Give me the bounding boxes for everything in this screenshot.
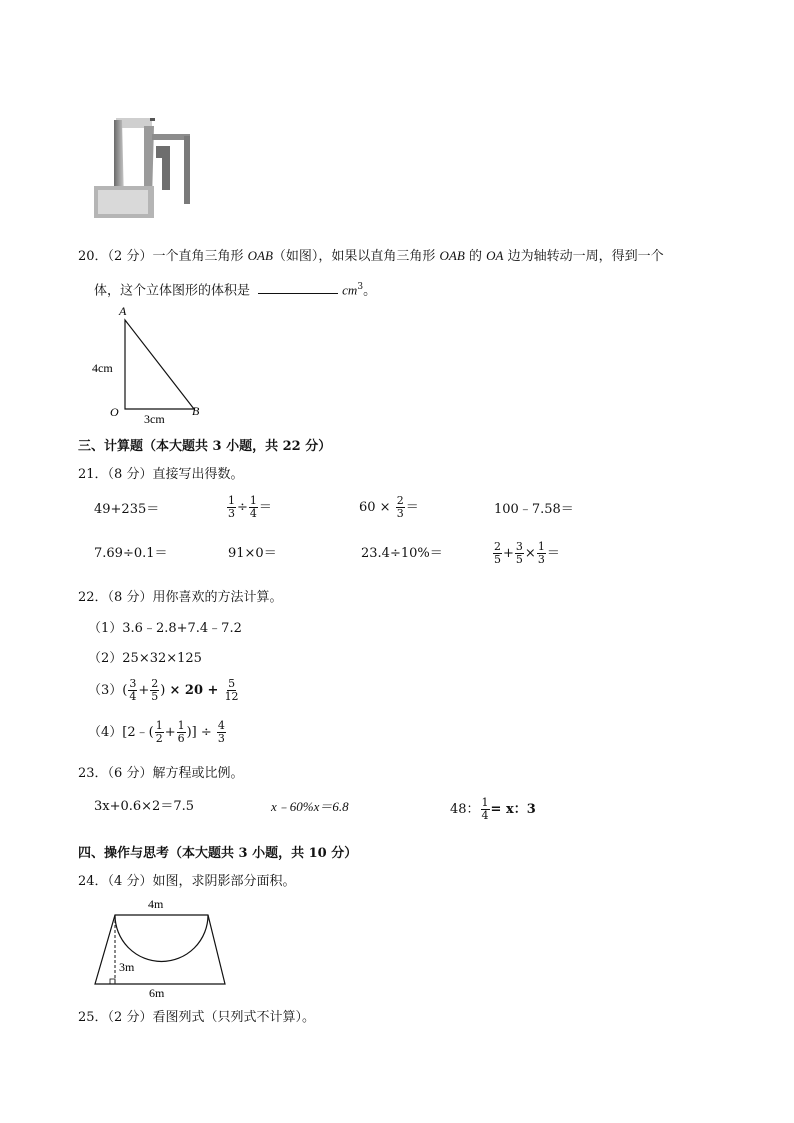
q22-part1: （1）3.6﹣2.8+7.4﹣7.2 — [88, 621, 242, 636]
section3-title: 三、计算题（本大题共 3 小题，共 22 分） — [78, 439, 332, 454]
label-base: 3cm — [144, 412, 165, 426]
q21-r1c4: 100﹣7.58＝ — [494, 502, 574, 517]
label-a: A — [119, 304, 127, 318]
q22-part4: （4）[2﹣( $\frac{1}{2}$ + $\frac{1}{6}$ )] ÷ $\frac{4}{3}$ — [88, 719, 225, 745]
q24-heading: 24．（4 分）如图，求阴影部分面积。 — [78, 874, 296, 889]
semicircle — [115, 915, 208, 962]
q23-eq2: x﹣60%x＝6.8 — [271, 799, 349, 814]
q22-part3: （3）( $\frac{3}{4}$ + $\frac{2}{5}$ ) × 20 + $\frac{5}{12}$ — [88, 677, 239, 703]
q23-eq1: 3x+0.6×2＝7.5 — [94, 799, 195, 814]
q20-unit: cm — [342, 282, 358, 298]
triangle-figure — [88, 302, 218, 428]
q25-heading: 25．（2 分）看图列式（只列式不计算）。 — [78, 1010, 315, 1025]
q20-text1: 一个直角三角形 — [152, 249, 244, 264]
q23-heading: 23．（6 分）解方程或比例。 — [78, 766, 244, 781]
q20-unit-exp: 3 — [357, 282, 364, 292]
q21-r2c4: $\frac{2}{5}$ + $\frac{3}{5}$ × $\frac{1}{3}$ ＝ — [494, 540, 560, 566]
q20-text2: （如图），如果以直角三角形 — [272, 249, 436, 264]
stool-image — [92, 112, 197, 222]
q23-eq3: 48： $\frac{1}{4}$ = x：3 — [450, 796, 536, 822]
q21-r2c3: 23.4÷10%＝ — [361, 546, 443, 561]
label-height-3m: 3m — [119, 960, 135, 974]
q20-score: （2 分） — [107, 249, 153, 264]
q20-oa: OA — [486, 248, 504, 263]
q21-r2c2: 91×0＝ — [228, 546, 277, 561]
label-top: 4m — [148, 897, 164, 911]
label-b: B — [192, 404, 200, 418]
q20-text4: 边为轴转动一周，得到一个 — [507, 249, 664, 264]
q20-text3: 的 — [468, 249, 482, 264]
q20-oab2: OAB — [439, 248, 465, 263]
label-height: 4cm — [92, 361, 113, 375]
right-angle-mark — [110, 979, 115, 984]
q21-r2c1: 7.69÷0.1＝ — [94, 546, 168, 561]
q21-heading: 21．（8 分）直接写出得数。 — [78, 467, 244, 482]
label-bottom: 6m — [149, 986, 165, 1000]
q20-line2-end: 。 — [363, 283, 377, 299]
q20-line2 — [94, 279, 376, 299]
q22-part2: （2）25×32×125 — [88, 651, 202, 666]
q20-number: 20． — [78, 249, 108, 264]
answer-blank[interactable] — [258, 281, 338, 294]
q20-oab: OAB — [247, 248, 273, 263]
section4-title: 四、操作与思考（本大题共 3 小题，共 10 分） — [78, 846, 358, 861]
label-o: O — [110, 405, 119, 419]
q20-line2-text: 体，这个立体图形的体积是 — [94, 283, 251, 299]
q21-r1c2: $\frac{1}{3}$ ÷ $\frac{1}{4}$ ＝ — [228, 494, 272, 520]
q22-heading: 22．（8 分）用你喜欢的方法计算。 — [78, 590, 283, 605]
trapezoid-figure — [90, 896, 230, 1002]
q21-r1c3: 60 × $\frac{2}{3}$ ＝ — [359, 494, 419, 520]
q21-r1c1: 49+235＝ — [94, 502, 160, 517]
q20-line1 — [78, 248, 664, 265]
right-triangle — [125, 320, 194, 409]
